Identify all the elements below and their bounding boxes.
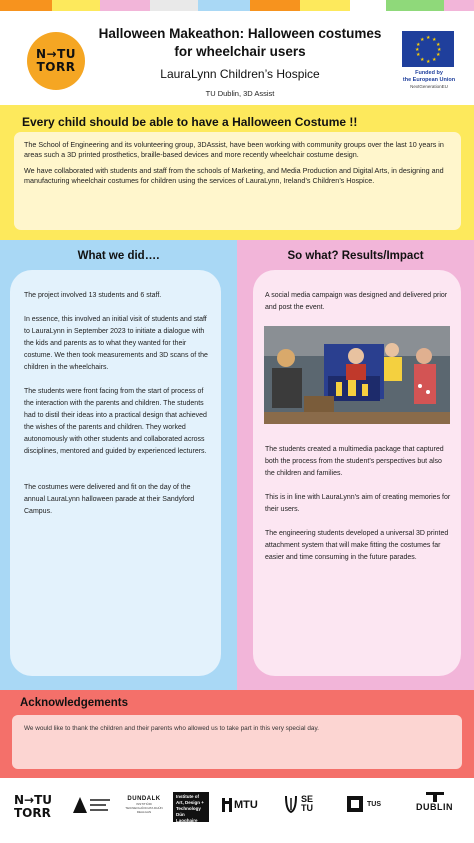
topbar-segment (52, 0, 100, 11)
topbar-segment (444, 0, 474, 11)
star-icon: ★ (420, 37, 425, 43)
logo-line-1: N→TU (35, 47, 77, 61)
title-line-2: for wheelchair users (174, 44, 306, 59)
mtu-logo (222, 798, 258, 812)
mtu-mark-icon (222, 798, 232, 812)
topbar-segment (300, 0, 350, 11)
topbar-segment (198, 0, 250, 11)
event-photo (264, 326, 450, 424)
poster-authors: TU Dublin, 3D Assist (205, 89, 275, 98)
what-we-did-heading: What we did…. (77, 250, 160, 262)
star-icon: ★ (436, 52, 441, 58)
acknowledgements-heading: Acknowledgements (20, 697, 128, 709)
star-icon: ★ (437, 47, 442, 53)
setu-logo (284, 794, 313, 814)
setu-line-1: SE (301, 794, 314, 804)
intro-paragraph: We have collaborated with students and staff from the schools of Marketing, and Media Production and Digital Arts, in designing and manufacturing wheelchair costumes for children using the services of LauraLynn, Ireland’s Children’s Hospice. (24, 166, 444, 185)
results-paragraph: The engineering students developed a universal 3D printed attachment system that will make fitting the costumes far easier and time consuming in the future parades. (265, 530, 449, 561)
title-line-1: Halloween Makeathon: Halloween costumes (98, 26, 382, 41)
eu-funded-line-2: the European Union (402, 76, 456, 83)
iadt-line-3: Technology (176, 806, 201, 811)
tud-mark-icon (426, 792, 444, 802)
topbar-segment (0, 0, 52, 11)
acknowledgements-box (12, 715, 462, 769)
intro-paragraph: The School of Engineering and its volunteering group, 3DAssist, have been working with community groups over the last 10 years in areas such a 3D printed prosthetics, braille-based devices and more recently wheelchair costume design. (24, 140, 444, 159)
topbar-segment (250, 0, 300, 11)
atu-triangle-icon (72, 795, 112, 815)
results-paragraph: A social media campaign was designed and delivered prior and post the event. (265, 292, 448, 311)
atu-logo (72, 795, 112, 820)
top-color-bar (0, 0, 474, 11)
star-icon: ★ (416, 52, 421, 58)
nturr-logo (27, 32, 85, 90)
eu-flag-icon (402, 31, 454, 67)
event-photo-illustration (264, 326, 450, 424)
acknowledgements-text: We would like to thank the children and their parents who allowed us to take part in this very special day. (24, 725, 319, 732)
star-icon: ★ (416, 42, 421, 48)
logo-line-2: TORR (36, 60, 76, 74)
star-icon: ★ (436, 42, 441, 48)
results-heading: So what? Results/Impact (287, 250, 424, 262)
topbar-segment (350, 0, 386, 11)
iadt-line-4: Dún Laoghaire (176, 812, 198, 823)
what-we-did-card (10, 270, 221, 676)
dundalk-name: DUNDALK (127, 796, 161, 802)
tud-name: DUBLIN (416, 802, 453, 812)
poster-header (0, 11, 474, 105)
results-card (253, 270, 461, 676)
star-icon: ★ (415, 47, 420, 53)
what-we-did-paragraph: The costumes were delivered and fit on the day of the annual LauraLynn halloween parade at their Sandyford Campus. (24, 484, 195, 515)
iadt-line-1: Institute of (176, 794, 199, 799)
star-icon: ★ (432, 57, 437, 63)
intro-heading: Every child should be able to have a Halloween Costume !! (22, 115, 358, 129)
poster-subtitle: LauraLynn Children’s Hospice (160, 67, 320, 81)
nturr-footer-line-2: TORR (14, 806, 51, 820)
tu-dublin-logo (416, 792, 453, 812)
tus-crest-icon (346, 795, 364, 813)
intro-text-box (14, 132, 461, 230)
topbar-segment (150, 0, 198, 11)
setu-line-2: TU (301, 803, 313, 813)
star-icon: ★ (420, 57, 425, 63)
acknowledgements-section (0, 690, 474, 778)
topbar-segment (100, 0, 150, 11)
star-icon: ★ (426, 35, 431, 41)
setu-text (301, 795, 313, 813)
star-icon: ★ (426, 59, 431, 65)
mtu-name: MTU (234, 799, 258, 811)
eu-nextgen-label: NextGenerationEU (410, 84, 448, 89)
eu-funded-line-1: Funded by (415, 70, 443, 76)
tus-name: TUS (367, 800, 381, 808)
dundalk-logo (124, 796, 164, 814)
results-section (237, 240, 474, 690)
star-icon: ★ (432, 37, 437, 43)
what-we-did-paragraph: The students were front facing from the start of process of the interaction with the parents and children. The students had to distil their ideas into a practical design that achieved the wishes of the parents and children. They worked autonomously with other students and collaborated across disciplines, mentored and guided by experienced lecturers. (24, 388, 207, 455)
partner-logos (0, 778, 474, 843)
what-we-did-paragraph: The project involved 13 students and 6 staff. (24, 292, 162, 299)
iadt-line-2: Art, Design + (176, 800, 204, 805)
results-paragraph: The students created a multimedia package that captured both the process from the student’s perspectives but also the children and families. (265, 446, 444, 477)
intro-section (0, 105, 474, 240)
poster-title (90, 25, 390, 61)
what-we-did-paragraph: In essence, this involved an initial visit of students and staff to LauraLynn in September 2023 to initiate a dialogue with the kids and parents as to what they wanted for their costume. We then took measurements and 3D scans of the children in the wheelchairs. (24, 316, 208, 371)
results-paragraph: This is in line with LauraLynn’s aim of creating memories for their users. (265, 494, 451, 513)
nturr-footer-line-1: N→TU (14, 793, 53, 807)
nturr-footer-logo (14, 794, 52, 820)
tus-logo (346, 795, 381, 813)
iadt-logo (173, 792, 209, 822)
setu-mark-icon (284, 794, 298, 814)
eu-funded-label (393, 70, 465, 83)
dundalk-subtext: INSTITIÚID TEICNEOLAÍOCHTA DHÚN DEALGAN (125, 802, 163, 814)
topbar-segment (386, 0, 444, 11)
what-we-did-section (0, 240, 237, 690)
